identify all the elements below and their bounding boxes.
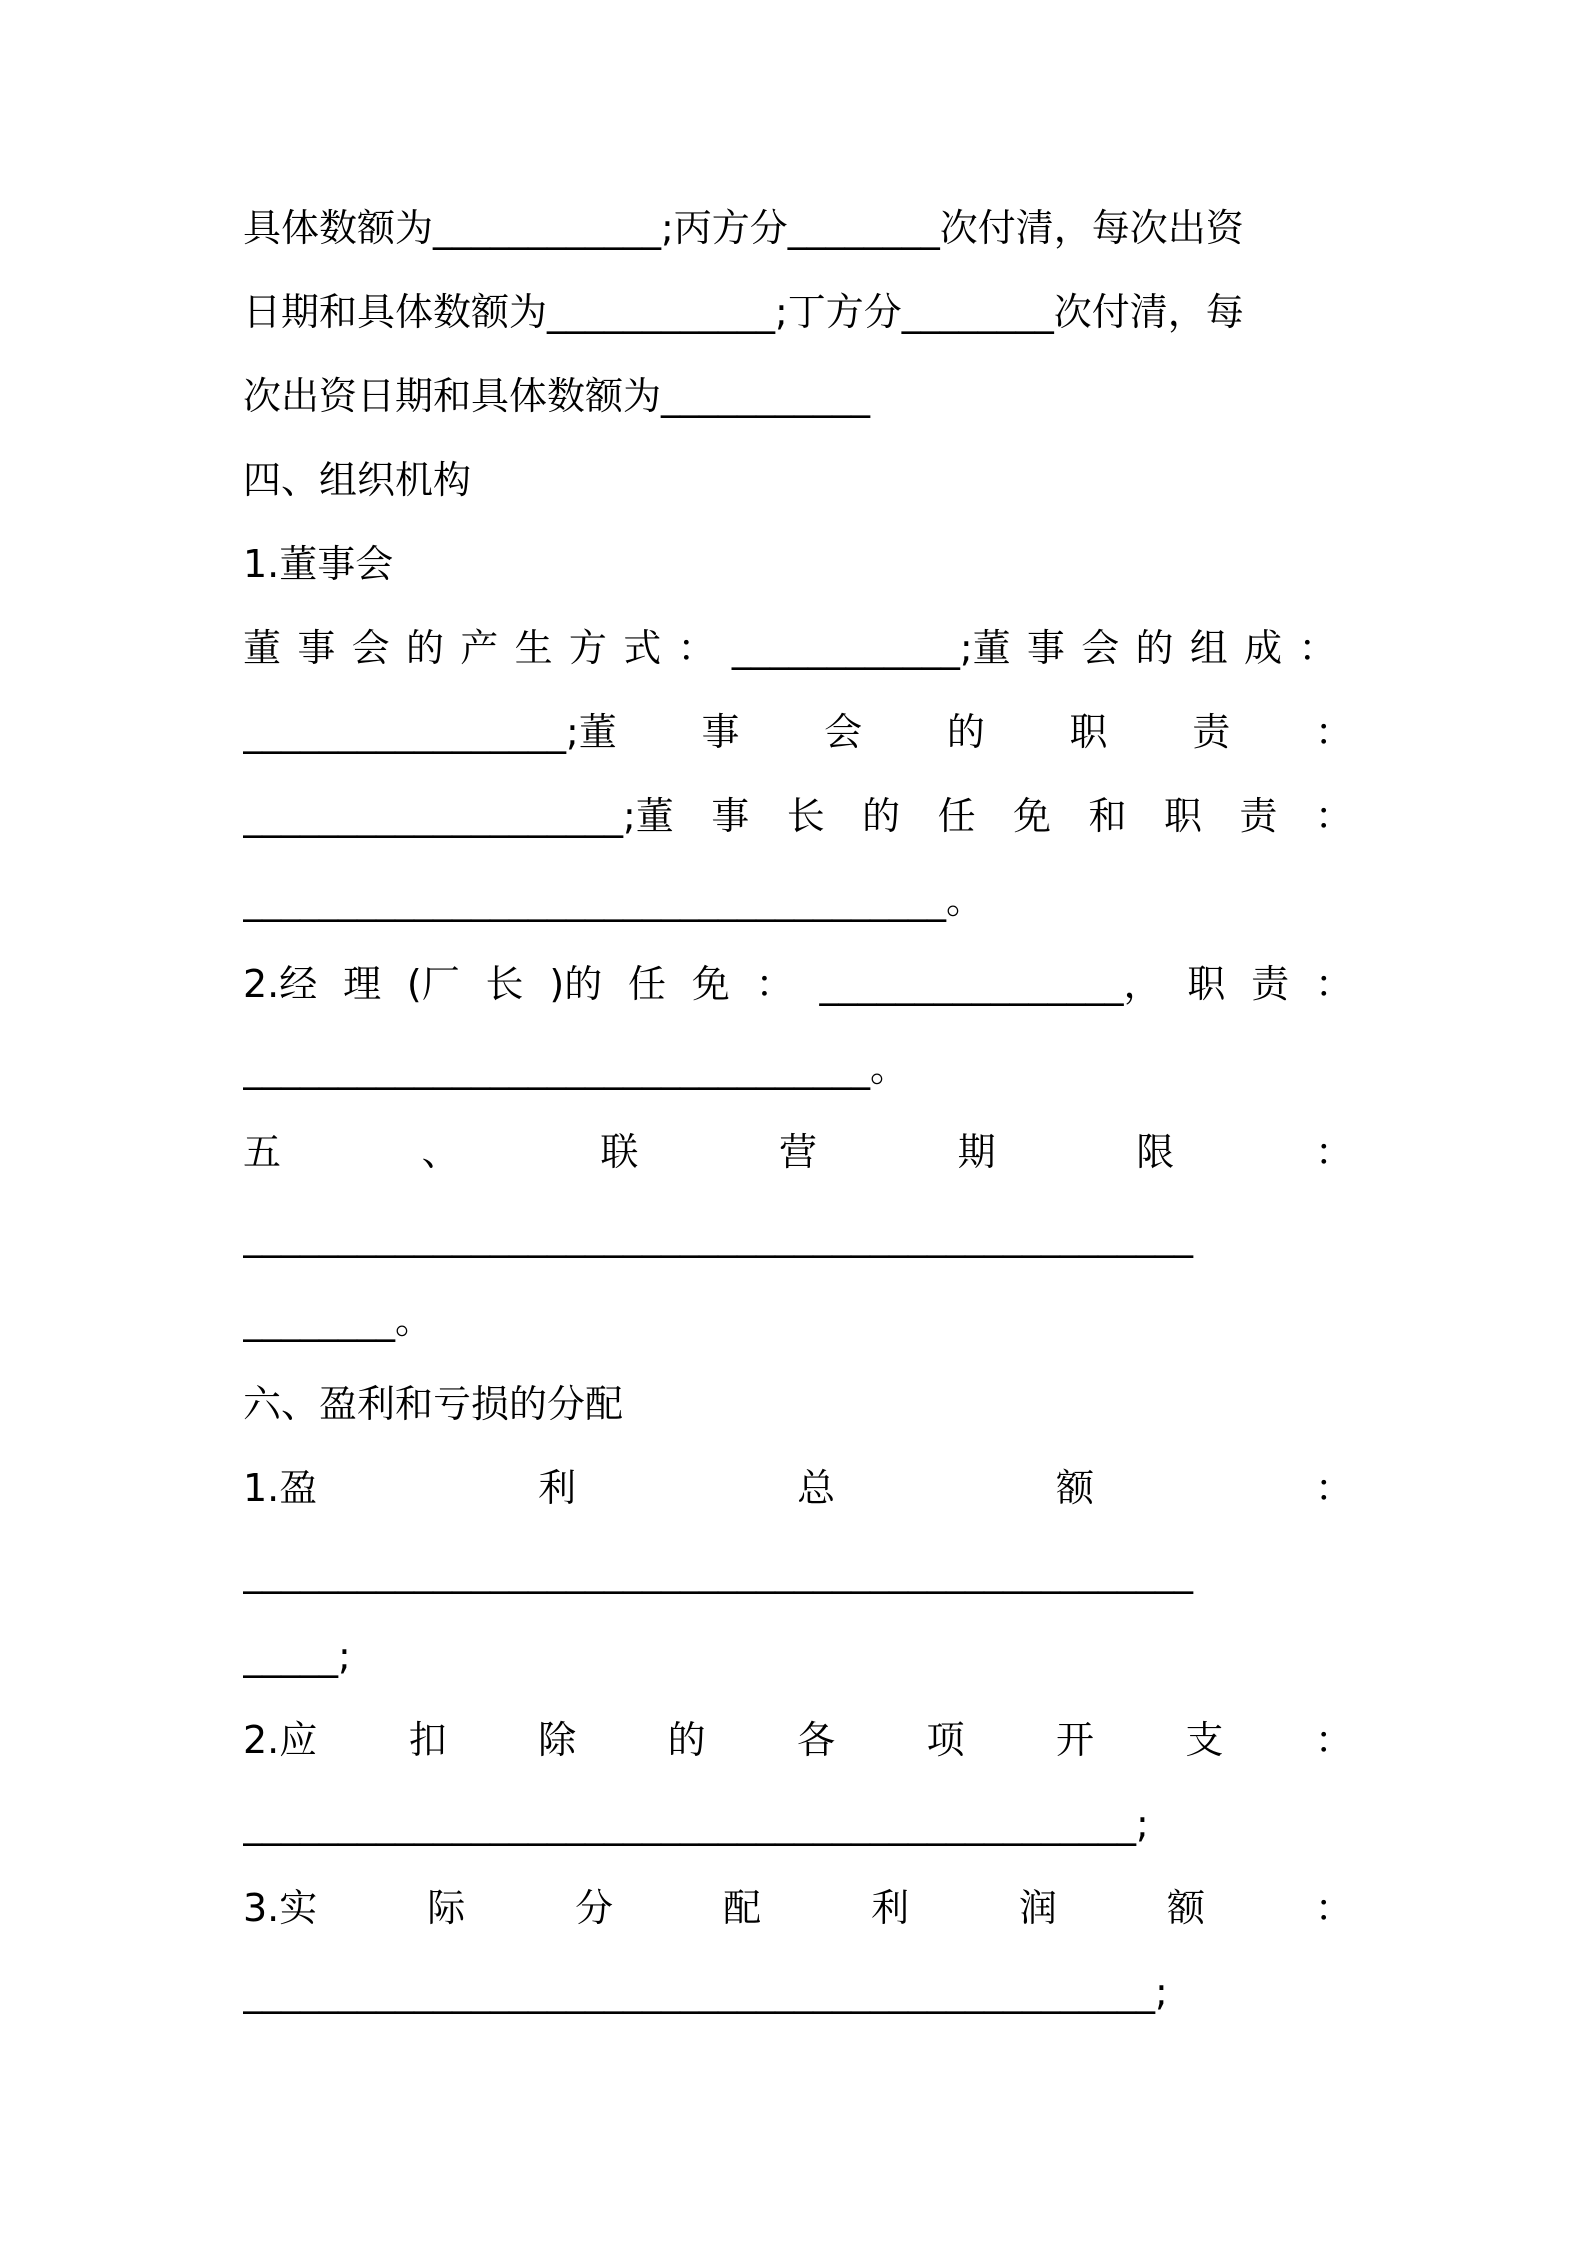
text-segment: 项 (926, 1718, 965, 1762)
doc-line-blank: _____________________________________。 (243, 878, 985, 922)
doc-line-total-profit (243, 1456, 1353, 1520)
text-segment: 1.盈 (243, 1466, 318, 1510)
text-segment: ： (1314, 1130, 1353, 1174)
text-segment: 的 (862, 794, 901, 838)
text-segment: 分 (575, 1886, 614, 1930)
text-segment: 生 (514, 626, 553, 670)
text-segment: 责 (1239, 794, 1278, 838)
text-segment: 限 (1136, 1130, 1175, 1174)
text-segment: 董 (243, 626, 282, 670)
text-segment: 五 (243, 1130, 282, 1174)
section-heading-term (243, 1120, 1353, 1184)
doc-line-capital-contribution-d: 日期和具体数额为____________;丁方分________次付清，每 (243, 290, 1244, 334)
text-segment: 除 (538, 1718, 577, 1762)
text-segment: 润 (1019, 1886, 1058, 1930)
doc-line-blank: __________________________________________________ (243, 1550, 1193, 1594)
doc-line-blank: _______________________________________________; (243, 1802, 1149, 1846)
subheading-board: 1.董事会 (243, 542, 394, 586)
text-segment: 式 (623, 626, 662, 670)
text-segment: )的 (549, 962, 603, 1006)
doc-line-contribution-date: 次出资日期和具体数额为___________ (243, 374, 871, 418)
doc-line-blank: _________________________________。 (243, 1046, 909, 1090)
doc-line-manager-appointment (243, 952, 1353, 1016)
text-segment: 、 (421, 1130, 460, 1174)
text-segment: 各 (797, 1718, 836, 1762)
doc-line-blank: _____; (243, 1634, 351, 1678)
text-segment: 长 (485, 962, 524, 1006)
text-segment: 成 (1244, 626, 1283, 670)
doc-line-capital-contribution-c: 具体数额为____________;丙方分________次付清，每次出资 (243, 206, 1244, 250)
text-segment: 联 (600, 1130, 639, 1174)
doc-line-blank: ________________________________________________; (243, 1970, 1168, 2014)
doc-line-board-duties (243, 700, 1353, 764)
text-segment: ： (1314, 794, 1353, 838)
text-segment: 的 (1135, 626, 1174, 670)
text-segment: 利 (871, 1886, 910, 1930)
text-segment: 职 (1163, 794, 1202, 838)
text-segment: 长 (786, 794, 825, 838)
text-segment: ： (1314, 962, 1353, 1006)
text-segment: 理 (343, 962, 382, 1006)
doc-line-chairman-duties (243, 784, 1353, 848)
text-segment: 会 (351, 626, 390, 670)
doc-line-blank: ________。 (243, 1298, 434, 1342)
text-segment: 开 (1055, 1718, 1094, 1762)
doc-line-blank: __________________________________________________ (243, 1214, 1193, 1258)
text-segment: 的 (667, 1718, 706, 1762)
text-segment: 和 (1088, 794, 1127, 838)
text-segment: 责 (1192, 710, 1231, 754)
text-segment: ： (1314, 1466, 1353, 1510)
section-heading-profit-loss: 六、盈利和亏损的分配 (243, 1382, 624, 1426)
doc-line-deductions (243, 1708, 1353, 1772)
doc-line-actual-profit (243, 1876, 1353, 1940)
text-segment: 事 (701, 710, 740, 754)
text-segment: 免 (1013, 794, 1052, 838)
text-segment: (厂 (406, 962, 460, 1006)
text-segment: ： (755, 962, 794, 1006)
text-segment: 营 (778, 1130, 817, 1174)
text-segment: 责 (1251, 962, 1290, 1006)
text-segment: 事 (711, 794, 750, 838)
section-heading-organization: 四、组织机构 (243, 458, 472, 502)
text-segment: 配 (723, 1886, 762, 1930)
text-segment: 际 (427, 1886, 466, 1930)
text-segment: 总 (797, 1466, 836, 1510)
text-segment: 额 (1056, 1466, 1095, 1510)
text-segment: 职 (1187, 962, 1226, 1006)
text-segment: 2.经 (243, 962, 318, 1006)
text-segment: 会 (1081, 626, 1120, 670)
text-segment: 产 (460, 626, 499, 670)
text-segment: 额 (1166, 1886, 1205, 1930)
text-segment: ： (1314, 1886, 1353, 1930)
text-segment: ： (1298, 626, 1337, 670)
text-segment: ： (1314, 1718, 1353, 1762)
text-segment: ： (1314, 710, 1353, 754)
text-segment: 任 (628, 962, 667, 1006)
text-segment: 支 (1185, 1718, 1224, 1762)
text-segment: 扣 (408, 1718, 447, 1762)
text-segment: 利 (538, 1466, 577, 1510)
text-segment: 任 (937, 794, 976, 838)
text-segment: 组 (1189, 626, 1228, 670)
text-segment: 会 (824, 710, 863, 754)
text-segment: 的 (946, 710, 985, 754)
text-segment: ： (677, 626, 716, 670)
text-segment: 3.实 (243, 1886, 318, 1930)
text-segment: 期 (957, 1130, 996, 1174)
text-segment: 的 (405, 626, 444, 670)
text-segment: _________________;董 (243, 710, 617, 754)
text-segment: ________________， (819, 962, 1162, 1006)
text-segment: 免 (691, 962, 730, 1006)
text-segment: 职 (1069, 710, 1108, 754)
doc-line-board-formation (243, 616, 1353, 680)
text-segment: ____________;董 (731, 626, 1011, 670)
text-segment: 事 (1026, 626, 1065, 670)
text-segment: 事 (297, 626, 336, 670)
text-segment: ____________________;董 (243, 794, 674, 838)
text-segment: 2.应 (243, 1718, 318, 1762)
text-segment: 方 (568, 626, 607, 670)
